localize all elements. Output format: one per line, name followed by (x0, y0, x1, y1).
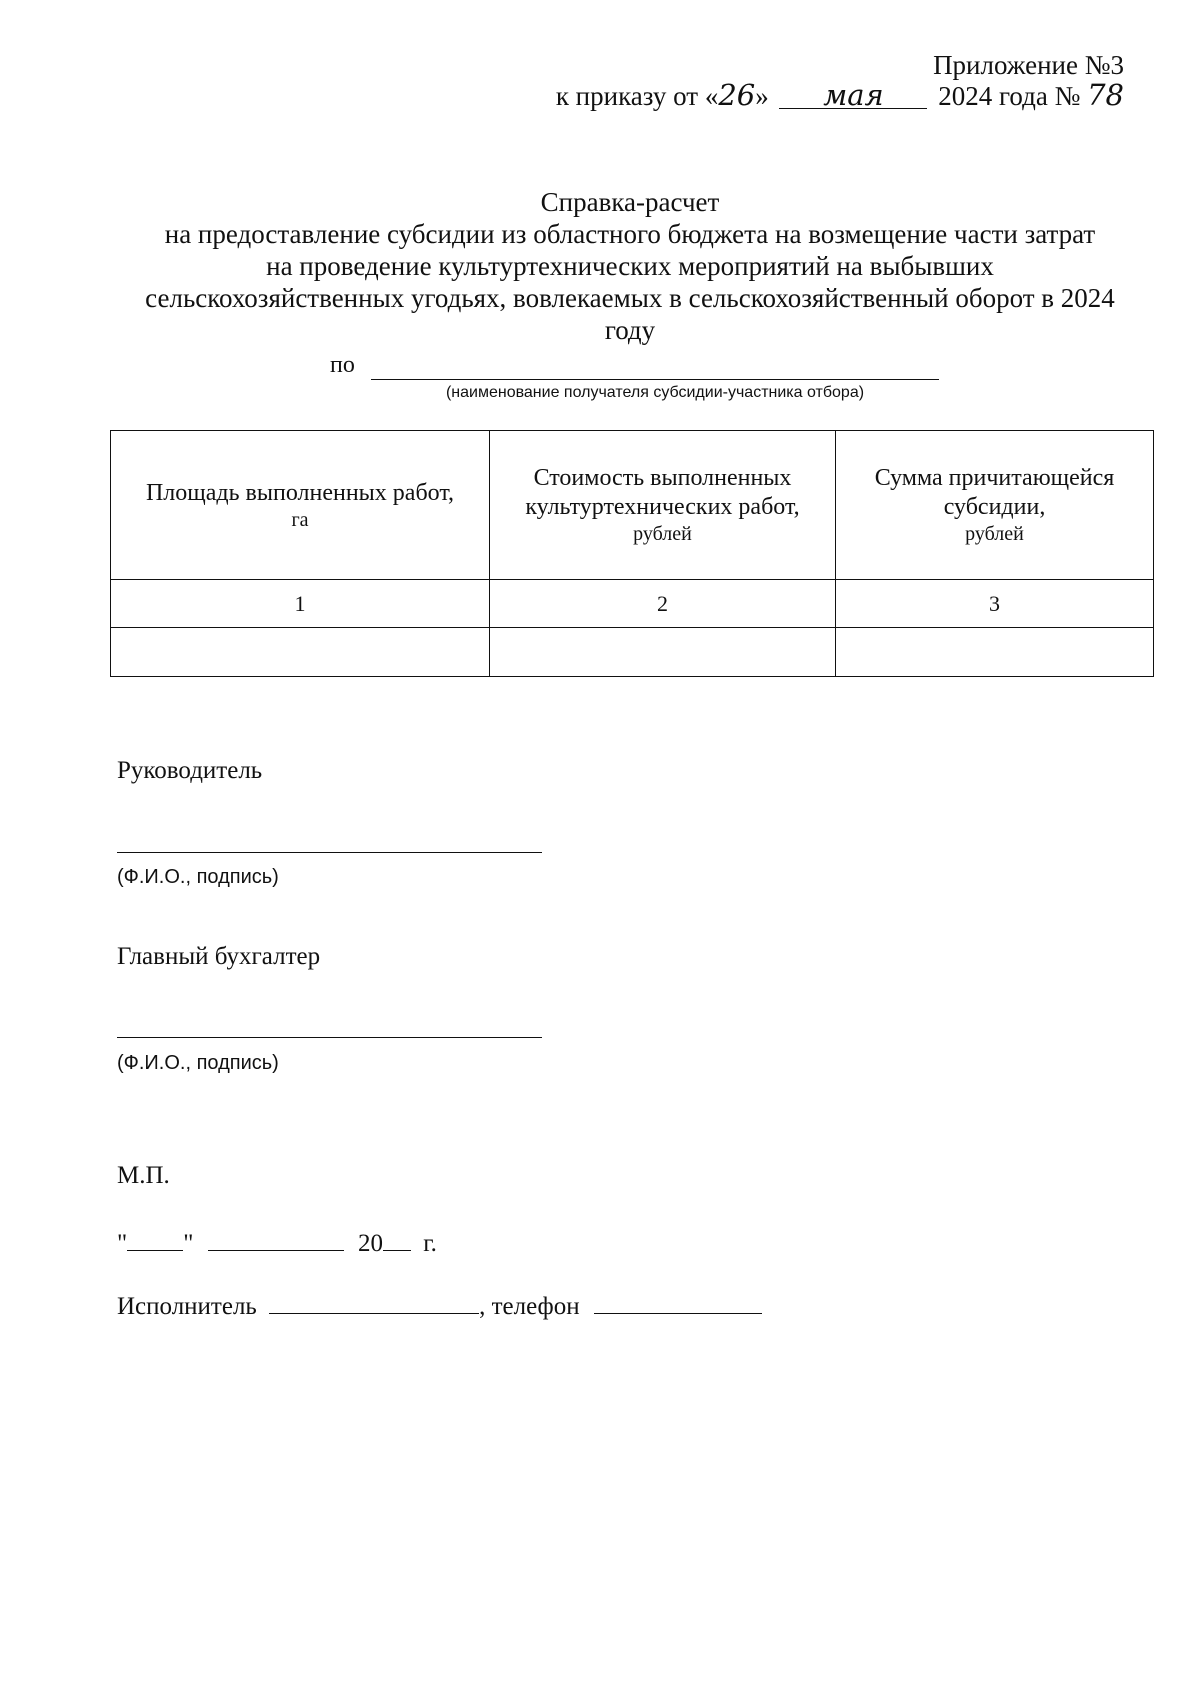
date-year-field[interactable] (383, 1228, 411, 1251)
column-header-subsidy-title: Сумма причитающейся субсидии, (874, 465, 1115, 520)
executor-row (117, 1291, 762, 1321)
column-header-area (111, 431, 490, 580)
accountant-signature-line[interactable] (117, 1037, 542, 1038)
date-month-field[interactable] (208, 1228, 344, 1251)
order-prefix: к приказу от (555, 81, 699, 111)
order-reference (556, 80, 1124, 111)
area-cell[interactable] (111, 628, 490, 677)
order-day-open: « (704, 81, 719, 111)
subsidy-cell[interactable] (836, 628, 1154, 677)
phone-label: , телефон (479, 1293, 580, 1320)
column-number-3: 3 (836, 580, 1154, 628)
date-suffix: г. (423, 1230, 437, 1257)
title-line-3: на проведение культуртехнических мероприятий на выбывших (266, 251, 994, 281)
stamp-place: М.П. (117, 1162, 170, 1189)
head-signature-line[interactable] (117, 852, 542, 853)
title-line-2: на предоставление субсидии из областного бюджета на возмещение части затрат (164, 219, 1096, 249)
executor-name-field[interactable] (269, 1291, 479, 1314)
accountant-label: Главный бухгалтер (117, 943, 321, 970)
column-header-cost-title: Стоимость выполненных культуртехнических работ, (525, 465, 800, 520)
column-header-subsidy-unit: рублей (965, 523, 1024, 545)
date-quote-open: " (117, 1230, 128, 1257)
column-number-2: 2 (490, 580, 836, 628)
column-number-row (111, 580, 1154, 628)
date-quote-close: " (183, 1230, 194, 1257)
recipient-hint: (наименование получателя субсидии-участника отбора) (445, 384, 865, 401)
order-number: 78 (1087, 78, 1124, 112)
order-year-text: 2024 года № (938, 81, 1081, 111)
phone-field[interactable] (594, 1291, 762, 1314)
column-header-subsidy (836, 431, 1154, 580)
date-row (117, 1228, 437, 1258)
table-row (111, 628, 1154, 677)
order-day-close: » (755, 81, 769, 111)
accountant-signature-hint: (Ф.И.О., подпись) (117, 1052, 279, 1074)
appendix-number: Приложение №3 (933, 50, 1124, 80)
column-header-area-unit: га (291, 508, 309, 531)
title-line-1: Справка-расчет (540, 187, 720, 217)
recipient-label: по (330, 352, 355, 378)
date-year-prefix: 20 (357, 1230, 383, 1257)
title-line-5: году (604, 315, 656, 345)
head-label: Руководитель (117, 757, 263, 784)
table-header-row (111, 431, 1154, 580)
recipient-field[interactable] (371, 379, 939, 380)
column-header-cost (490, 431, 836, 580)
document-title (110, 186, 1150, 346)
column-number-1: 1 (111, 580, 490, 628)
calculation-table (110, 430, 1154, 677)
order-day: 26 (718, 78, 756, 112)
date-day-field[interactable] (127, 1228, 183, 1251)
head-signature-hint: (Ф.И.О., подпись) (117, 866, 279, 888)
title-line-4: сельскохозяйственных угодьях, вовлекаемых в сельскохозяйственный оборот в 2024 (145, 283, 1115, 313)
column-header-cost-unit: рублей (633, 523, 692, 545)
column-header-area-title: Площадь выполненных работ, (145, 479, 455, 506)
executor-label: Исполнитель (117, 1293, 257, 1320)
order-month: мая (779, 82, 927, 109)
cost-cell[interactable] (490, 628, 836, 677)
